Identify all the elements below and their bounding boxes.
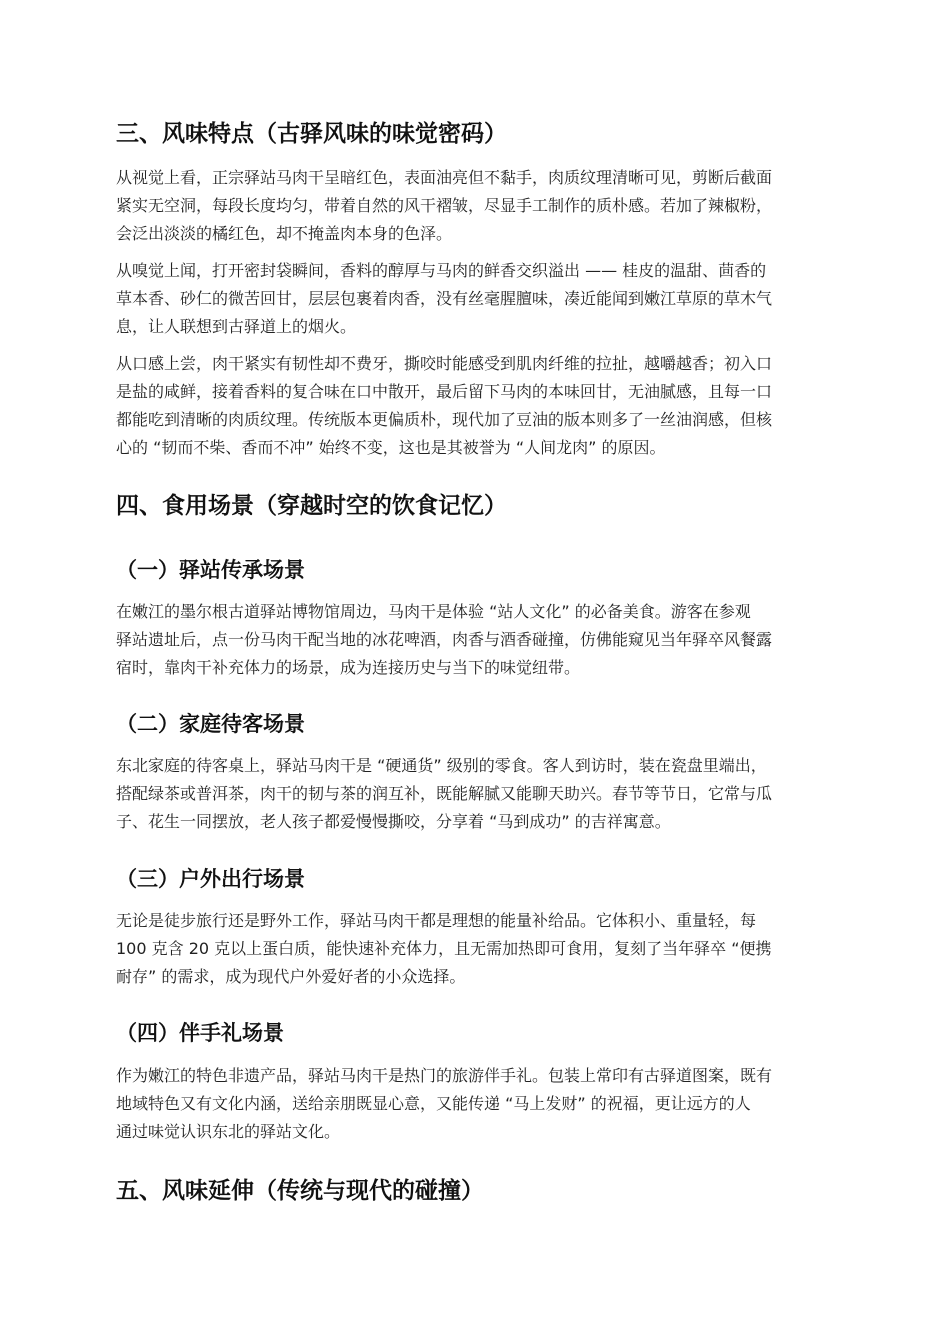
text-line: 100 克含 20 克以上蛋白质，能快速补充体力，且无需加热即可食用，复刻了当年驿卒 “便携 <box>116 939 772 958</box>
paragraph-visual <box>116 164 838 248</box>
text-line: 无论是徒步旅行还是野外工作，驿站马肉干都是理想的能量补给品。它体积小、重量轻，每 <box>116 911 757 930</box>
section-heading-extension: 五、风味延伸（传统与现代的碰撞） <box>116 1178 484 1204</box>
subsection-heading-gift: （四）伴手礼场景 <box>116 1021 284 1045</box>
text-line: 从口感上尝，肉干紧实有韧性却不费牙，撕咬时能感受到肌肉纤维的拉扯，越嚼越香；初入口 <box>116 354 773 373</box>
text-line: 都能吃到清晰的肉质纹理。传统版本更偏质朴，现代加了豆油的版本则多了一丝油润感，但核 <box>116 410 773 429</box>
section-heading-scenes: 四、食用场景（穿越时空的饮食记忆） <box>116 493 507 519</box>
subsection-heading-family: （二）家庭待客场景 <box>116 712 305 736</box>
text-line: 东北家庭的待客桌上，驿站马肉干是 “硬通货” 级别的零食。客人到访时，装在瓷盘里端出， <box>116 756 767 775</box>
text-line: 草本香、砂仁的微苦回甘，层层包裹着肉香，没有丝毫腥膻味，凑近能闻到嫩江草原的草木气 <box>116 289 773 308</box>
text-line: 地域特色又有文化内涵，送给亲朋既显心意，又能传递 “马上发财” 的祝福，更让远方的人 <box>116 1094 751 1113</box>
text-line: 子、花生一同摆放，老人孩子都爱慢慢撕咬，分享着 “马到成功” 的吉祥寓意。 <box>116 812 671 831</box>
text-line: 耐存” 的需求，成为现代户外爱好者的小众选择。 <box>116 967 466 986</box>
text-line: 是盐的咸鲜，接着香料的复合味在口中散开，最后留下马肉的本味回甘，无油腻感，且每一口 <box>116 382 773 401</box>
text-line: 搭配绿茶或普洱茶，肉干的韧与茶的润互补，既能解腻又能聊天助兴。春节等节日，它常与瓜 <box>116 784 773 803</box>
text-line: 通过味觉认识东北的驿站文化。 <box>116 1122 341 1141</box>
section-heading-flavor: 三、风味特点（古驿风味的味觉密码） <box>116 121 507 147</box>
text-line: 心的 “韧而不柴、香而不冲” 始终不变，这也是其被誉为 “人间龙肉” 的原因。 <box>116 438 666 457</box>
text-line: 从视觉上看，正宗驿站马肉干呈暗红色，表面油亮但不黏手，肉质纹理清晰可见，剪断后截面 <box>116 168 773 187</box>
paragraph-station <box>116 598 838 682</box>
text-line: 在嫩江的墨尔根古道驿站博物馆周边，马肉干是体验 “站人文化” 的必备美食。游客在参观 <box>116 602 751 621</box>
paragraph-outdoor <box>116 907 838 991</box>
text-line: 作为嫩江的特色非遗产品，驿站马肉干是热门的旅游伴手礼。包装上常印有古驿道图案，既有 <box>116 1066 773 1085</box>
subsection-heading-station: （一）驿站传承场景 <box>116 558 305 582</box>
paragraph-family <box>116 752 838 836</box>
text-line: 从嗅觉上闻，打开密封袋瞬间，香料的醇厚与马肉的鲜香交织溢出 —— 桂皮的温甜、茴香的 <box>116 261 767 280</box>
paragraph-gift <box>116 1062 838 1146</box>
paragraph-smell <box>116 257 838 341</box>
text-line: 息，让人联想到古驿道上的烟火。 <box>116 317 357 336</box>
text-line: 会泛出淡淡的橘红色，却不掩盖肉本身的色泽。 <box>116 224 453 243</box>
text-line: 紧实无空洞，每段长度均匀，带着自然的风干褶皱，尽显手工制作的质朴感。若加了辣椒粉， <box>116 196 773 215</box>
text-line: 驿站遗址后，点一份马肉干配当地的冰花啤酒，肉香与酒香碰撞，仿佛能窥见当年驿卒风餐露 <box>116 630 773 649</box>
subsection-heading-outdoor: （三）户外出行场景 <box>116 867 305 891</box>
paragraph-taste <box>116 350 838 462</box>
text-line: 宿时，靠肉干补充体力的场景，成为连接历史与当下的味觉纽带。 <box>116 658 581 677</box>
